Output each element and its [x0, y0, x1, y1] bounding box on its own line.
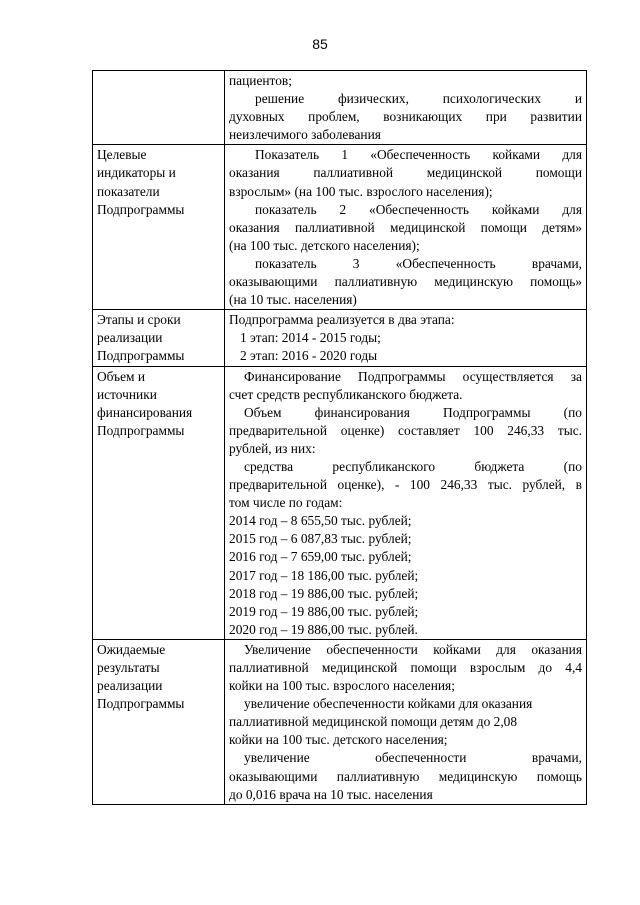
content-line: (на 100 тыс. детского населения); [229, 237, 420, 253]
row-label-cell [93, 71, 225, 145]
content-line: 2 этап: 2016 - 2020 годы [240, 348, 378, 364]
content-line: Подпрограмма реализуется в два этапа: [229, 312, 455, 328]
content-line: койки на 100 тыс. взрослого населения; [229, 678, 455, 694]
content-line: увеличение обеспеченности койками для оказания [244, 696, 533, 712]
content-line: пациентов; [229, 73, 292, 88]
content-line: том числе по годам: [229, 495, 343, 511]
row-label-line: Подпрограммы [97, 696, 185, 712]
row-label-cell [93, 310, 225, 366]
content-line: Финансирование Подпрограммы осуществляется за [244, 368, 582, 384]
table-row [93, 71, 587, 145]
row-label-line: показатели [97, 183, 160, 199]
table-row [93, 310, 587, 366]
content-line: увеличение обеспеченности врачами, [244, 750, 582, 766]
row-content-cell [225, 366, 587, 639]
table-row [93, 145, 587, 310]
row-label-line: Подпрограммы [97, 422, 185, 438]
content-line: решение физических, психологических и [255, 91, 582, 107]
row-content-cell [225, 639, 587, 804]
row-label-line: Целевые [97, 147, 147, 163]
content-line: предварительной оценке) составляет 100 246,33 тыс. [229, 422, 582, 438]
content-line: до 0,016 врача на 10 тыс. населения [229, 786, 433, 802]
row-label-cell [93, 639, 225, 804]
row-content-cell [225, 310, 587, 366]
content-line: 2020 год – 19 886,00 тыс. рублей. [229, 621, 418, 637]
content-line: средства республиканского бюджета (по [244, 458, 582, 474]
table-row [93, 366, 587, 639]
row-label-cell [93, 366, 225, 639]
subprogram-passport-table [92, 70, 587, 805]
content-line: оказывающими паллиативную медицинскую помощь» [229, 274, 582, 290]
content-line: взрослым» (на 100 тыс. взрослого населения); [229, 183, 493, 199]
row-label-line: Подпрограммы [97, 201, 185, 217]
content-line: 2018 год – 19 886,00 тыс. рублей; [229, 585, 419, 601]
page-number: 85 [312, 36, 328, 52]
row-content-cell [225, 71, 587, 145]
row-label-line: Подпрограммы [97, 348, 185, 364]
content-line: (на 10 тыс. населения) [229, 292, 357, 308]
content-line: неизлечимого заболевания [229, 127, 381, 143]
content-line: духовных проблем, возникающих при развитии [229, 109, 582, 125]
content-line: 2019 год – 19 886,00 тыс. рублей; [229, 603, 419, 619]
row-label-line: результаты [97, 660, 160, 675]
row-label-line: Этапы и сроки [97, 312, 181, 328]
content-line: 2016 год – 7 659,00 тыс. рублей; [229, 549, 412, 565]
row-label-line: финансирования [97, 404, 193, 420]
content-line: счет средств республиканского бюджета. [229, 386, 463, 402]
content-line: паллиативной медицинской помощи взрослым до 4,4 [229, 660, 582, 675]
row-label-line: Объем и [97, 368, 146, 384]
content-line: показатель 2 «Обеспеченность койками для [255, 201, 582, 217]
content-line: оказывающими паллиативную медицинскую помощь [229, 768, 582, 784]
content-line: Объем финансирования Подпрограммы (по [244, 404, 582, 420]
content-line: показатель 3 «Обеспеченность врачами, [255, 255, 582, 271]
row-label-line: реализации [97, 330, 163, 346]
row-label-line: реализации [97, 678, 163, 694]
content-line: 2017 год – 18 186,00 тыс. рублей; [229, 567, 419, 583]
content-line: 2014 год – 8 655,50 тыс. рублей; [229, 513, 412, 529]
content-line: рублей, из них: [229, 440, 316, 456]
row-label-line: индикаторы и [97, 165, 176, 181]
row-label-line: источники [97, 386, 157, 402]
content-line: 1 этап: 2014 - 2015 годы; [240, 330, 381, 346]
content-line: койки на 100 тыс. детского населения; [229, 732, 448, 748]
row-label-cell [93, 145, 225, 310]
row-label-line: Ожидаемые [97, 641, 166, 657]
content-line: Увеличение обеспеченности койками для оказания [244, 641, 582, 657]
content-line: Показатель 1 «Обеспеченность койками для [255, 147, 582, 163]
content-line: паллиативной медицинской помощи детям до 2,08 [229, 714, 518, 730]
content-line: оказания паллиативной медицинской помощи детям» [229, 219, 582, 235]
content-line: 2015 год – 6 087,83 тыс. рублей; [229, 531, 412, 547]
row-content-cell [225, 145, 587, 310]
content-line: оказания паллиативной медицинской помощи [229, 165, 582, 181]
content-line: предварительной оценке), - 100 246,33 тыс. рублей, в [229, 477, 582, 493]
table-row [93, 639, 587, 804]
